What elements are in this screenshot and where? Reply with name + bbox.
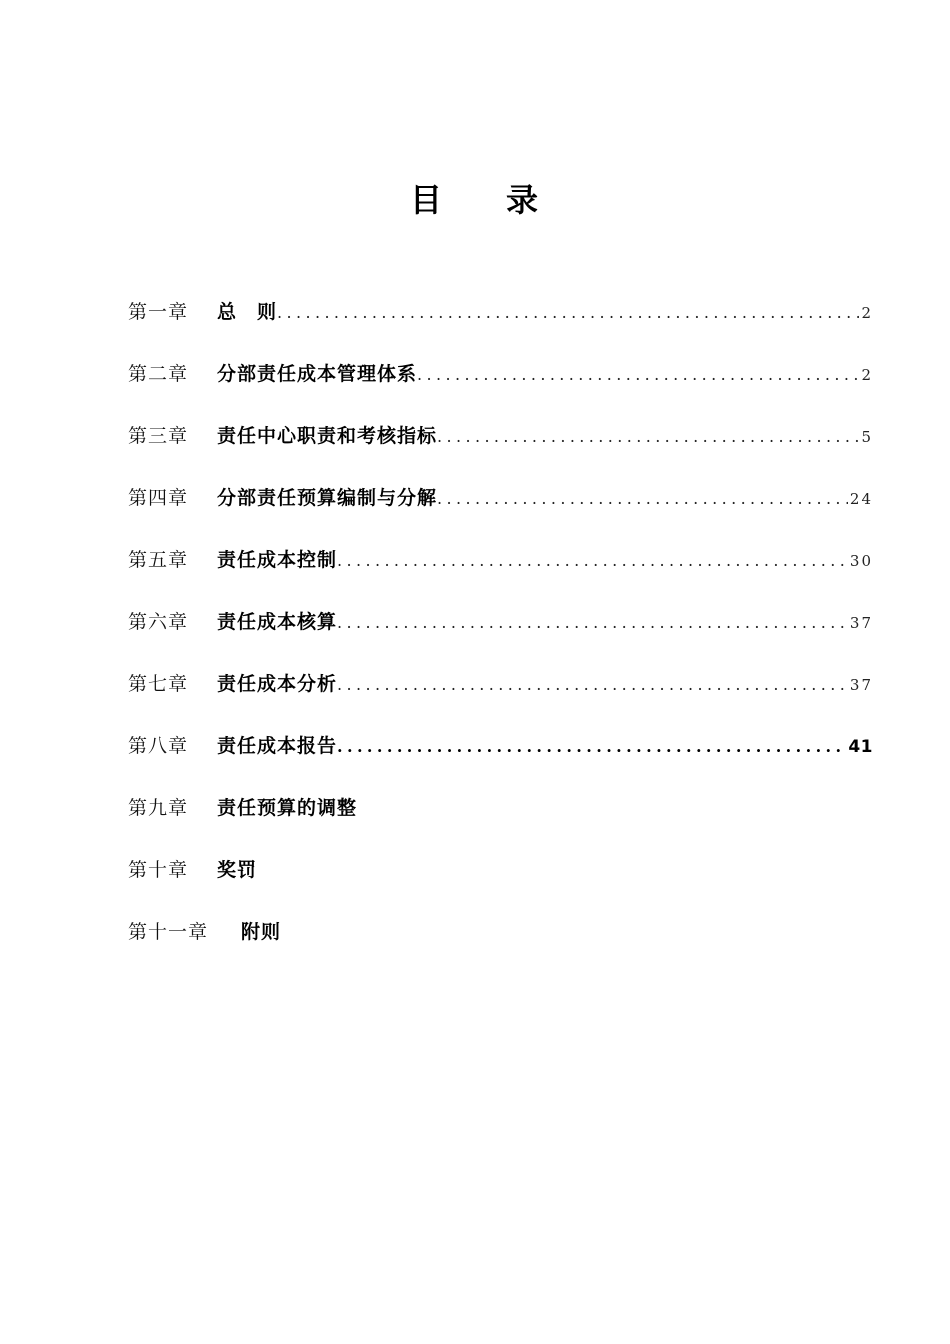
toc-heading bbox=[0, 178, 950, 222]
toc-entry-8[interactable] bbox=[128, 726, 873, 766]
toc-entry-11[interactable] bbox=[128, 912, 873, 952]
toc-entry-10[interactable] bbox=[128, 850, 873, 890]
chapter-title: 分部责任成本管理体系 bbox=[217, 363, 418, 385]
page-number: 2 bbox=[861, 366, 873, 384]
toc-heading-char-1: 目 bbox=[409, 181, 444, 219]
toc-entry-2[interactable] bbox=[128, 354, 873, 394]
chapter-number: 第三章 bbox=[128, 425, 189, 447]
chapter-number: 第十一章 bbox=[128, 921, 209, 943]
page-number: 5 bbox=[861, 428, 873, 446]
toc-entry-9[interactable] bbox=[128, 788, 873, 828]
dot-leader bbox=[437, 417, 859, 457]
toc-entry-1[interactable] bbox=[128, 292, 873, 332]
chapter-number: 第九章 bbox=[128, 797, 189, 819]
chapter-title: 附则 bbox=[241, 921, 282, 943]
chapter-title: 责任中心职责和考核指标 bbox=[217, 425, 438, 447]
page-number: 24 bbox=[849, 490, 873, 508]
chapter-number: 第五章 bbox=[128, 549, 189, 571]
chapter-title: 奖罚 bbox=[217, 859, 258, 881]
dot-leader bbox=[437, 479, 848, 519]
page-number: 41 bbox=[848, 737, 873, 757]
page-number: 37 bbox=[849, 614, 873, 632]
chapter-title: 责任预算的调整 bbox=[217, 797, 358, 819]
chapter-number: 第一章 bbox=[128, 301, 189, 323]
chapter-number: 第四章 bbox=[128, 487, 189, 509]
chapter-title: 责任成本控制 bbox=[217, 549, 338, 571]
page-number: 2 bbox=[861, 304, 873, 322]
page-number: 37 bbox=[849, 676, 873, 694]
toc-entry-4[interactable] bbox=[128, 478, 873, 518]
toc-entry-6[interactable] bbox=[128, 602, 873, 642]
toc-entry-7[interactable] bbox=[128, 664, 873, 704]
chapter-title: 总 则 bbox=[217, 301, 278, 323]
dot-leader bbox=[337, 603, 848, 643]
dot-leader bbox=[337, 665, 848, 705]
dot-leader bbox=[417, 355, 859, 395]
page-number: 30 bbox=[849, 552, 873, 570]
chapter-number: 第七章 bbox=[128, 673, 189, 695]
toc-entry-5[interactable] bbox=[128, 540, 873, 580]
chapter-title: 责任成本报告 bbox=[217, 735, 338, 757]
chapter-number: 第六章 bbox=[128, 611, 189, 633]
chapter-number: 第十章 bbox=[128, 859, 189, 881]
toc-entry-3[interactable] bbox=[128, 416, 873, 456]
chapter-number: 第八章 bbox=[128, 735, 189, 757]
dot-leader bbox=[337, 541, 848, 581]
chapter-title: 责任成本核算 bbox=[217, 611, 338, 633]
chapter-title: 分部责任预算编制与分解 bbox=[217, 487, 438, 509]
chapter-title: 责任成本分析 bbox=[217, 673, 338, 695]
dot-leader bbox=[337, 727, 846, 767]
toc-heading-char-2: 录 bbox=[506, 181, 541, 219]
chapter-number: 第二章 bbox=[128, 363, 189, 385]
dot-leader bbox=[277, 293, 859, 333]
